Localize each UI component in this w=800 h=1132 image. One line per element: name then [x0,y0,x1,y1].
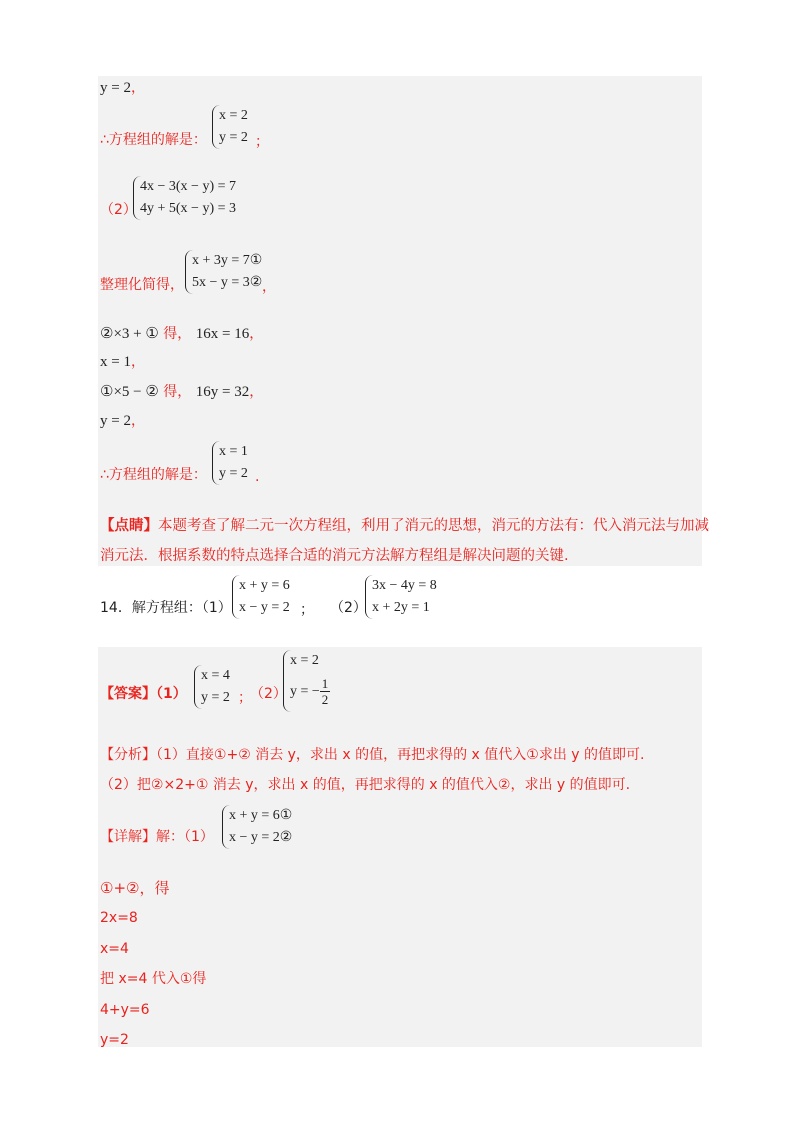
part-2-label: （2） [100,202,137,218]
system-eq: x + 3y = 7① [192,253,263,268]
punct: ， [249,326,264,342]
equation-system-solution-1 [212,105,248,149]
equation-system-detail [222,805,292,849]
comment-tag: 【点睛】 [100,518,158,534]
punct: ； [238,690,252,706]
system-eq: y = 2 [201,690,230,705]
equation-system-part-2 [133,176,236,220]
punct: . [255,469,260,485]
equation-system-simplified [185,250,262,294]
step-eliminate-y [100,325,263,343]
system-eq: x + 2y = 1 [372,600,430,615]
punct: ， [130,80,145,96]
math: y = − [290,684,320,699]
math: ②×3 + ① [100,326,159,342]
solution-label-2: ∴方程组的解是： [100,467,207,483]
text: 得， [163,326,192,342]
answer-label: 【答案】（1） [100,686,187,702]
system-eq: x = 2 [290,653,319,668]
equation-system-q14-2 [365,575,437,619]
system-eq: x + y = 6① [229,808,293,823]
denominator: 2 [321,692,329,708]
system-eq-fraction [290,672,330,712]
system-eq: 5x − y = 3② [192,275,263,290]
simplify-label: 整理化简得， [100,277,184,293]
system-eq: x = 4 [201,668,230,683]
equation-system-answer-2 [283,650,330,712]
detail-label: 【详解】解：（1） [100,829,214,845]
comment-line-2: 消元法．根据系数的特点选择合适的消元方法解方程组是解决问题的关键. [100,548,569,564]
detail-step-2: 2x=8 [100,910,138,926]
system-eq: x + y = 6 [239,578,290,593]
system-eq: x − y = 2 [239,600,290,615]
detail-step-5: 4+y=6 [100,1002,150,1018]
numerator: 1 [321,676,329,692]
question-14-label: 14．解方程组：（1） [100,600,232,616]
equation-system-answer-1 [194,665,230,709]
comment-line-1 [100,517,709,535]
text: 得， [163,384,192,400]
math: 16x = 16 [195,326,250,342]
analysis-line-2: （2）把②×2+① 消去 y，求出 x 的值，再把求得的 x 的值代入②，求出 y 的值即可. [100,777,631,793]
solution-label-1: ∴方程组的解是： [100,132,207,148]
punct: ， [262,279,276,295]
math: y = 2 [100,80,131,96]
step-eliminate-x [100,383,263,401]
question-14-part-2-label: （2） [330,600,367,616]
math: 16y = 32 [195,384,250,400]
punct: ， [130,354,145,370]
detail-step-4: 把 x=4 代入①得 [100,971,207,987]
line-y-equals-2b [100,412,145,430]
system-eq: 4x − 3(x − y) = 7 [140,179,237,194]
analysis-line-1: 【分析】（1）直接①+② 消去 y，求出 x 的值，再把求得的 x 值代入①求出 y 的值即可. [100,747,645,763]
punct: ； [300,602,314,618]
system-eq: y = 2 [219,130,248,145]
system-eq: x = 2 [219,108,248,123]
punct: ， [130,413,145,429]
detail-step-3: x=4 [100,941,129,957]
line-y-equals-2 [100,79,145,97]
math: ①×5 − ② [100,384,159,400]
equation-system-q14-1 [232,575,290,619]
system-eq: y = 2 [219,466,248,481]
detail-step-6: y=2 [100,1032,129,1048]
system-eq: x − y = 2② [229,830,293,845]
solution-panel-top [98,76,702,566]
math: x = 1 [100,354,131,370]
punct: ； [255,134,269,150]
detail-step-1: ①+②，得 [100,879,170,897]
fraction [320,676,331,707]
punct: ， [249,384,264,400]
answer-part-2-label: （2） [250,686,287,702]
system-eq: 3x − 4y = 8 [372,578,437,593]
line-x-equals-1 [100,353,145,371]
system-eq: x = 1 [219,444,248,459]
system-eq: 4y + 5(x − y) = 3 [140,201,237,216]
equation-system-solution-2 [212,441,248,485]
math: y = 2 [100,413,131,429]
comment-text: 本题考查了解二元一次方程组，利用了消元的思想，消元的方法有：代入消元法与加减 [158,518,709,534]
